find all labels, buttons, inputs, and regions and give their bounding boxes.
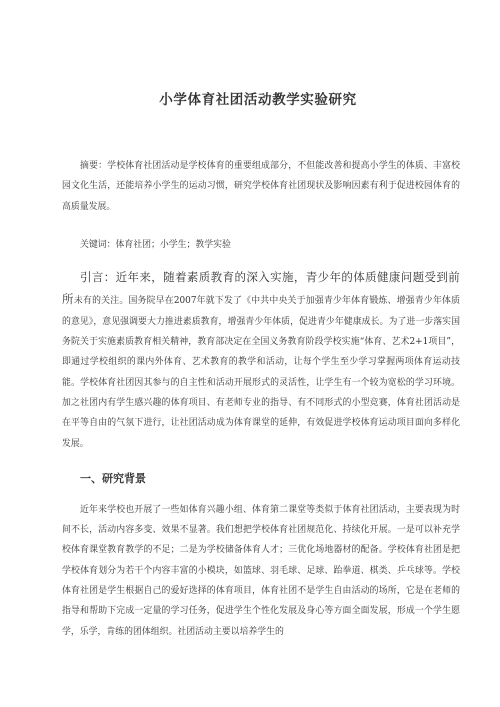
section-heading-background: 一、研究背景 (80, 471, 146, 485)
document-title: 小学体育社团活动教学实验研究 (159, 92, 357, 108)
keywords-paragraph: 关键词：体育社团；小学生；教学实验 (80, 239, 231, 250)
introduction-body: 未有的关注。国务院早在2007年就下发了《中共中央关于加强青少年体育锻炼、增强青少年体质的意见》，意见强调要大力推进素质教育，增强青少年体质，促进青少年健康成长。为了进一步落实国务院关于实施素质教育相关精神，教育部决定在全国义务教育阶段学校实施“体育、艺术2+1项目”，即通过学校组织的课内外体育、艺术教育的教学和活动，让每个学生至少学习掌握两项体育运动技能。学校体育社团因其参与的自主性和活动开展形式的灵活性，让学生有一个较为宽松的学习环境。加之社团内有学生感兴趣的体育项目、有老师专业的指导、有不同形式的小型竞赛，体育社团活动是在平等自由的气氛下进行，让社团活动成为体育课堂的延伸，有效促进学校体育运动项目面向多样化发展。 (62, 296, 460, 449)
abstract-paragraph: 摘要：学校体育社团活动是学校体育的重要组成部分，不但能改善和提高小学生的体质、丰富校园文化生活，还能培养小学生的运动习惯，研究学校体育社团现状及影响因素有利于促进校园体育的高质量发展。 (62, 161, 460, 212)
introduction-paragraph (62, 267, 460, 454)
introduction-lead: 引言：近年来，随着素质教育的深入实施，青少年的体质健康问题受到前所 (62, 270, 460, 307)
background-paragraph: 近年来学校也开展了一些如体育兴趣小组、体育第二课堂等类似于体育社团活动，主要表现为时间不长，活动内容多变、效果不显著。我们想把学校体育社团规范化、持续化开展。一是可以补充学校体育课堂教育教学的不足；二是为学校储备体育人才；三优化场地器材的配备。学校体育社团是把学校体育划分为若干个内容丰富的小模块，如篮球、羽毛球、足球、跆拳道、棋类、乒乓球等。学校体育社团是学生根据自己的爱好选择的体育项目，体育社团不是学生自由活动的场所，它是在老师的指导和帮助下完成一定量的学习任务，促进学生个性化发展及身心等方面全面发展，形成一个学生愿学，乐学，肯练的团体组织。社团活动主要以培养学生的 (62, 504, 460, 637)
